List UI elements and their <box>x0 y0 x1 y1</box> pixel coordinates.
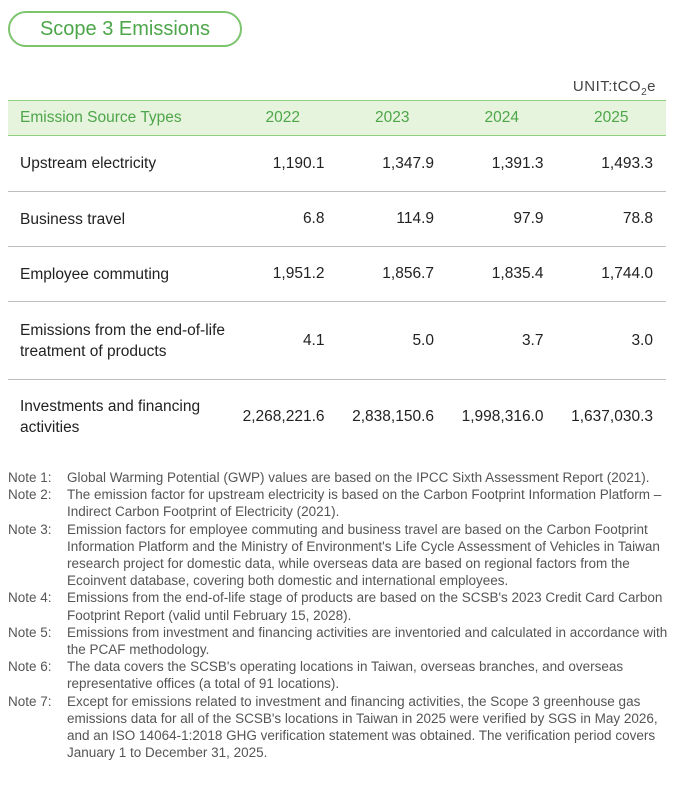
row-value-2025: 78.8 <box>557 192 667 247</box>
row-value-2025: 1,744.0 <box>557 247 667 302</box>
footnote <box>8 521 668 590</box>
footnotes <box>8 469 668 761</box>
row-source: Investments and financing activities <box>20 398 201 437</box>
row-value-2023: 114.9 <box>338 192 448 247</box>
table-row <box>8 192 666 247</box>
footnote-text: Emissions from investment and financing activities are inventoried and calculated in accordance with the PCAF methodology. <box>67 624 668 658</box>
row-value-2025: 1,637,030.3 <box>571 408 653 426</box>
footnote-label: Note 1: <box>8 470 52 485</box>
row-value-2025: 3.0 <box>557 302 667 380</box>
row-value-2024: 3.7 <box>447 302 557 380</box>
row-value-2024: 1,391.3 <box>447 136 557 192</box>
footnote <box>8 589 668 623</box>
header-year-2024: 2024 <box>447 101 557 136</box>
emissions-table <box>8 100 666 455</box>
unit-prefix: UNIT:tCO <box>572 78 642 95</box>
unit-label <box>573 78 656 98</box>
row-source: Emissions from the end-of-life treatment of products <box>8 302 228 380</box>
row-source: Upstream electricity <box>8 136 228 192</box>
footnote-text: Except for emissions related to investment and financing activities, the Scope 3 greenhouse gas emissions data for all of the SCSB's locations in Taiwan in 2025 were verified by SGS in May 2026, and an ISO 14064-1:2018 GHG verification statement was obtained. The verification period covers January 1 to December 31, 2025. <box>67 693 658 761</box>
table-row <box>8 136 666 192</box>
table-header-row <box>8 101 666 136</box>
row-value-2022: 2,268,221.6 <box>242 408 325 426</box>
footnote <box>8 624 668 658</box>
footnote-label: Note 4: <box>8 590 52 606</box>
footnote-label: Note 7: <box>8 693 52 709</box>
row-source: Business travel <box>8 192 228 247</box>
row-value-2023: 5.0 <box>338 302 448 380</box>
footnote-text: Global Warming Potential (GWP) values are based on the IPCC Sixth Assessment Report (2021). <box>67 470 650 485</box>
row-value-2024: 1,835.4 <box>447 247 557 302</box>
row-source: Employee commuting <box>8 247 228 302</box>
row-value-2023: 1,856.7 <box>338 247 448 302</box>
footnote <box>8 469 668 486</box>
unit-subscript: 2 <box>641 87 648 98</box>
header-year-2025: 2025 <box>557 101 667 136</box>
footnote-text: Emissions from the end-of-life stage of products are based on the SCSB's 2023 Credit Card Carbon Footprint Report (valid until February 15, 2028). <box>67 590 663 623</box>
unit-suffix: e <box>647 78 656 95</box>
row-value-2025: 1,493.3 <box>557 136 667 192</box>
footnote-text: The emission factor for upstream electricity is based on the Carbon Footprint Information Platform – Indirect Carbon Footprint of Electricity (2021). <box>67 487 662 520</box>
row-value-2022: 6.8 <box>228 192 338 247</box>
header-year-2023: 2023 <box>338 101 448 136</box>
footnote-label: Note 3: <box>8 521 52 537</box>
footnote-label: Note 6: <box>8 659 52 675</box>
footnote <box>8 486 668 520</box>
row-value-2022: 4.1 <box>228 302 338 380</box>
footnote-label: Note 5: <box>8 624 52 640</box>
table-row <box>8 380 666 455</box>
header-year-2022: 2022 <box>228 101 338 136</box>
footnote-text: The data covers the SCSB's operating locations in Taiwan, overseas branches, and overseas representative offices (a total of 91 locations). <box>67 659 624 692</box>
row-value-2024: 1,998,316.0 <box>461 408 544 426</box>
row-value-2022: 1,190.1 <box>228 136 338 192</box>
row-value-2024: 97.9 <box>447 192 557 247</box>
footnote-label: Note 2: <box>8 487 52 503</box>
footnote <box>8 693 668 762</box>
table-row <box>8 302 666 380</box>
row-value-2023: 1,347.9 <box>338 136 448 192</box>
page-title: Scope 3 Emissions <box>8 11 242 47</box>
row-value-2023: 2,838,150.6 <box>352 408 434 426</box>
footnote-text: Emission factors for employee commuting and business travel are based on the Carbon Footprint Information Platform and the Ministry of Environment's Life Cycle Assessment of Vehicles in Taiwan research project for domestic data, while overseas data are based on regional factors from the Ecoinvent database, covering both domestic and international employees. <box>67 521 660 589</box>
header-source-types: Emission Source Types <box>8 101 228 136</box>
table-row <box>8 247 666 302</box>
footnote <box>8 658 668 692</box>
row-value-2022: 1,951.2 <box>228 247 338 302</box>
